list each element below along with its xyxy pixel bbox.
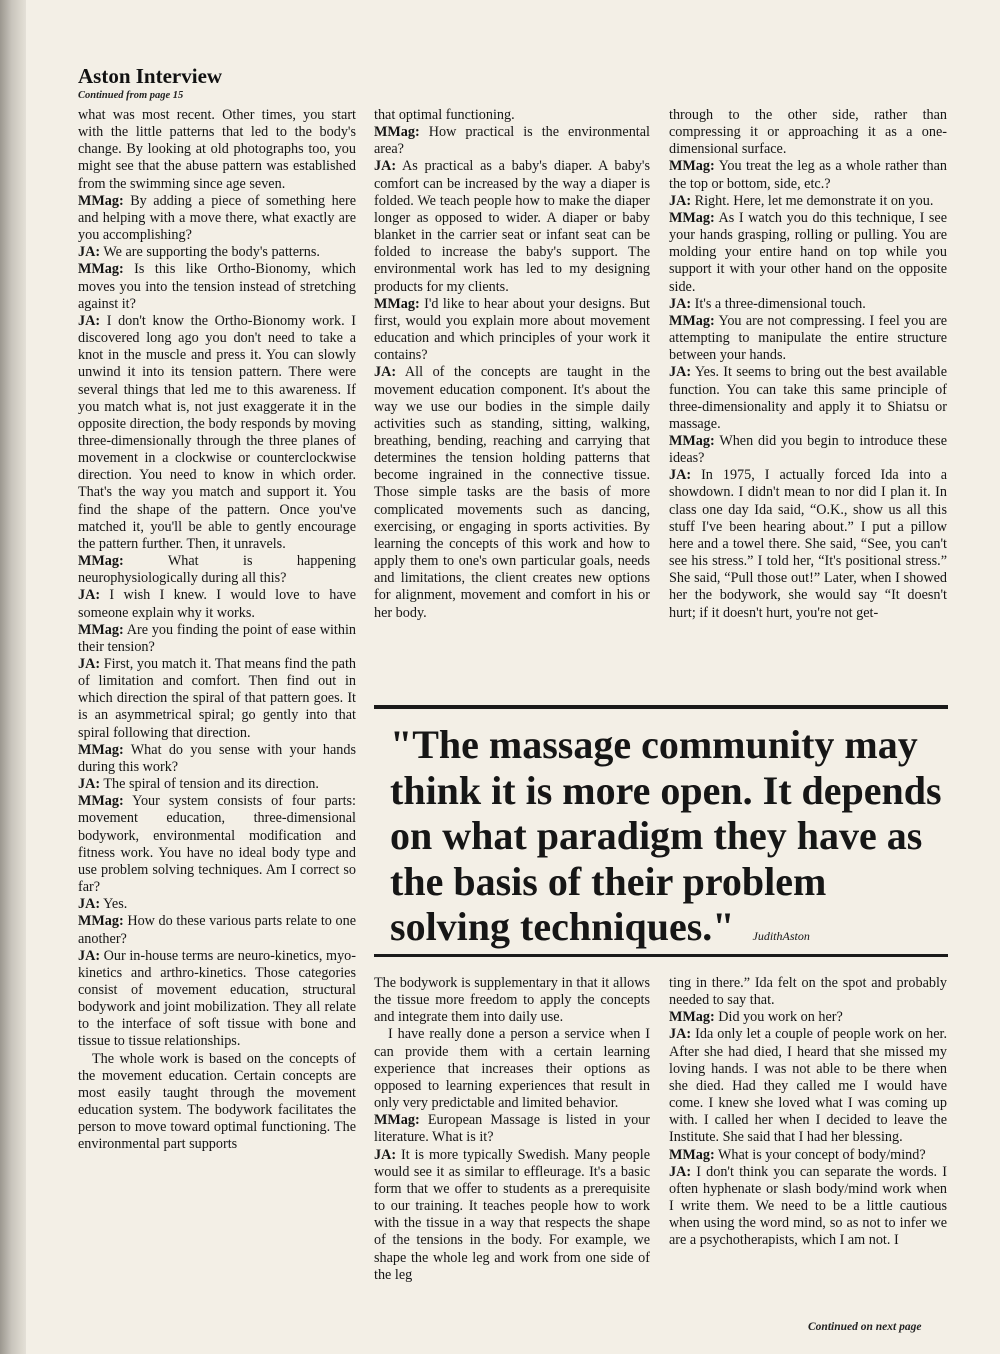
paragraph xyxy=(78,261,356,312)
paragraph-text: How practical is the environmental area? xyxy=(374,124,650,158)
paragraph-text: First, you match it. That means find the path of limitation and comfort. Then find out in which direction the spiral of that pattern goes. It is an asymmetrical spiral; go gently into that spiral following that direction. xyxy=(78,656,356,741)
column-1 xyxy=(78,107,356,1339)
speaker-label: JA: xyxy=(78,587,101,604)
paragraph-text: The bodywork is supplementary in that it allows the tissue more freedom to apply the concepts and integrate them into daily use. xyxy=(374,975,650,1026)
column-3-top xyxy=(669,107,947,687)
paragraph-text: When did you begin to introduce these ideas? xyxy=(669,432,947,467)
speaker-label: JA: xyxy=(78,312,101,329)
speaker-label: MMag: xyxy=(78,793,124,810)
paragraph-text: What is your concept of body/mind? xyxy=(718,1146,926,1163)
paragraph xyxy=(78,656,356,742)
paragraph xyxy=(374,1147,650,1284)
paragraph xyxy=(78,793,356,896)
paragraph-text: Did you work on her? xyxy=(718,1009,843,1026)
speaker-label: JA: xyxy=(669,295,692,312)
paragraph-text: We are supporting the body's patterns. xyxy=(103,244,320,261)
paragraph xyxy=(78,553,356,587)
paragraph xyxy=(78,896,356,913)
paragraph-text: It is more typically Swedish. Many people would see it as similar to effleurage. It's a basic form that we offer to students as a prerequisite to our training. It teaches people how to work with the tissue in a way that respects the shape of the tensions in the body. For example, we shape the whole leg and work from one side of the leg xyxy=(374,1146,650,1283)
paragraph xyxy=(374,124,650,158)
paragraph-text: European Massage is listed in your literature. What is it? xyxy=(374,1112,650,1146)
paragraph xyxy=(374,1112,650,1146)
paragraph-text: I have really done a person a service when I can provide them with a certain learning experience that increases their options as opposed to learning experiences that result in only very predictable and limited behavior. xyxy=(374,1026,650,1112)
paragraph xyxy=(374,107,650,124)
paragraph xyxy=(669,364,947,433)
speaker-label: JA: xyxy=(78,776,101,793)
paragraph-text: I'd like to hear about your designs. But first, would you explain more about movement education and which principles of your work it contains? xyxy=(374,295,650,364)
paragraph-text: ting in there.” Ida felt on the spot and probably needed to say that. xyxy=(669,975,947,1009)
paragraph xyxy=(78,244,356,261)
speaker-label: JA: xyxy=(78,244,101,261)
paragraph xyxy=(669,467,947,621)
paragraph xyxy=(78,913,356,947)
pull-quote xyxy=(390,722,942,960)
page-binding-shadow xyxy=(0,0,26,1354)
speaker-label: JA: xyxy=(669,364,692,381)
pull-quote-top-rule xyxy=(374,705,948,709)
continued-from-note: Continued from page 15 xyxy=(78,90,184,101)
paragraph xyxy=(78,776,356,793)
speaker-label: JA: xyxy=(669,192,692,209)
paragraph-text: Yes. xyxy=(103,896,128,913)
paragraph xyxy=(78,1051,356,1154)
paragraph xyxy=(78,193,356,244)
speaker-label: JA: xyxy=(78,656,101,672)
speaker-label: MMag: xyxy=(669,432,715,449)
paragraph xyxy=(374,364,650,621)
speaker-label: MMag: xyxy=(78,913,124,930)
paragraph-text: You treat the leg as a whole rather than the top or bottom, side, etc.? xyxy=(669,158,947,192)
speaker-label: MMag: xyxy=(669,209,715,226)
column-2-bottom xyxy=(374,975,650,1339)
paragraph xyxy=(669,313,947,364)
speaker-label: JA: xyxy=(78,947,101,964)
paragraph-text: Ida only let a couple of people work on her. After she had died, I heard that she missed my loving hands. I was not able to be there when she died. Had they called me I would have come. I knew she loved what I was coming up with. I called her when I decided to leave the Institute. She said that I had her blessing. xyxy=(669,1026,947,1146)
column-2-top xyxy=(374,107,650,687)
pull-quote-attribution: JudithAston xyxy=(752,929,810,943)
paragraph xyxy=(78,622,356,656)
paragraph xyxy=(78,948,356,1051)
paragraph xyxy=(669,210,947,296)
continued-on-note: Continued on next page xyxy=(808,1321,922,1333)
paragraph xyxy=(669,1164,947,1250)
speaker-label: JA: xyxy=(78,896,101,913)
speaker-label: JA: xyxy=(669,1163,692,1180)
paragraph-text: I don't think you can separate the words. I often hyphenate or slash body/mind work when I write them. We need to be a little cautious when using the word mind, so as not to infer we are a psychotherapists, which I am not. I xyxy=(669,1163,947,1249)
paragraph-text: Are you finding the point of ease within their tension? xyxy=(78,621,356,655)
paragraph-text: Yes. It seems to bring out the best available function. You can take this same principle of three-dimensionality and apply it to Shiatsu or massage. xyxy=(669,364,947,432)
paragraph-text: that optimal functioning. xyxy=(374,107,515,123)
paragraph xyxy=(669,975,947,1009)
speaker-label: MMag: xyxy=(374,124,420,141)
paragraph xyxy=(374,1026,650,1112)
speaker-label: MMag: xyxy=(78,621,124,638)
paragraph-text: through to the other side, rather than compressing it or approaching it as a one-dimensional surface. xyxy=(669,107,947,158)
paragraph xyxy=(374,158,650,295)
paragraph xyxy=(669,158,947,192)
speaker-label: MMag: xyxy=(669,158,715,175)
paragraph-text: In 1975, I actually forced Ida into a showdown. I didn't mean to nor did I plan it. In class one day Ida said, “O.K., show us all this stuff I've been hearing about.” I put a pillow here and a towel there. She said, “See, you can't see his stress.” I told her, “It's positional stress.” She said, “Pull those out!” Later, when I showed her the bodywork, she would say “It doesn't hurt; if it doesn't hurt, you're not get- xyxy=(669,467,947,621)
paragraph-text: How do these various parts relate to one another? xyxy=(78,913,356,947)
paragraph xyxy=(669,433,947,467)
pull-quote-bottom-rule xyxy=(374,954,948,957)
paragraph-text: Your system consists of four parts: movement education, three-dimensional bodywork, environmental modification and fitness work. You have no ideal body type and use problem solving techniques. Am I correct so far? xyxy=(78,793,356,896)
article-title: Aston Interview xyxy=(78,64,223,88)
paragraph-text: I wish I knew. I would love to have someone explain why it works. xyxy=(78,587,356,621)
paragraph xyxy=(78,742,356,776)
paragraph-text: It's a three-dimensional touch. xyxy=(694,295,866,312)
speaker-label: MMag: xyxy=(78,261,124,278)
speaker-label: MMag: xyxy=(78,741,124,758)
speaker-label: JA: xyxy=(374,1146,397,1163)
paragraph xyxy=(78,587,356,621)
paragraph xyxy=(669,193,947,210)
speaker-label: JA: xyxy=(374,364,397,381)
pull-quote-text: "The massage community may think it is more open. It depends on what paradigm they have as the basis of their problem solving techniques." xyxy=(390,722,942,949)
paragraph-text: As I watch you do this technique, I see your hands grasping, rolling or pulling. You are molding your entire hand on top while you support it with your other hand on the opposite side. xyxy=(669,209,947,295)
paragraph xyxy=(669,1147,947,1164)
speaker-label: MMag: xyxy=(669,312,715,329)
paragraph xyxy=(669,296,947,313)
paragraph-text: The spiral of tension and its direction. xyxy=(103,776,319,793)
paragraph-text: Our in-house terms are neuro-kinetics, myo-kinetics and arthro-kinetics. Those categories consist of movement education, structural bodywork and joint mobilization. They all relate to the interface of soft tissue with bone and tissue to tissue relationships. xyxy=(78,947,356,1050)
paragraph-text: By adding a piece of something here and helping with a move there, what exactly are you accomplishing? xyxy=(78,192,356,244)
paragraph-text: You are not compressing. I feel you are attempting to manipulate the entire structure between your hands. xyxy=(669,312,947,364)
speaker-label: JA: xyxy=(669,467,692,484)
paragraph xyxy=(374,975,650,1026)
paragraph-text: As practical as a baby's diaper. A baby's comfort can be increased by the way a diaper is folded. We teach people how to make the diaper longer as opposed to wider. A diaper or baby blanket in the carrier seat or infant seat can be folded to increase the baby's support. The environmental work has led to my designing products for my clients. xyxy=(374,158,650,295)
paragraph-text: what was most recent. Other times, you start with the little patterns that led to the body's change. By looking at old photographs too, you might see that the abuse pattern was established from the swimming since age seven. xyxy=(78,107,356,192)
paragraph-text: All of the concepts are taught in the movement education component. It's about the way we use our bodies in the simple daily activities such as standing, sitting, walking, breathing, bending, reaching and carrying that determines the tension holding patterns that become ingrained in the connective tissue. Those simple tasks are the basis of more complicated movements such as dancing, exercising, or engaging in sports activities. By learning the concepts of this work and how to apply them to one's own particular goals, needs and limitations, the client creates new options for alignment, movement and comfort in his or her body. xyxy=(374,364,650,621)
column-3-bottom xyxy=(669,975,947,1315)
speaker-label: MMag: xyxy=(669,1146,715,1163)
paragraph xyxy=(669,1009,947,1026)
speaker-label: MMag: xyxy=(78,192,124,209)
speaker-label: MMag: xyxy=(78,553,124,570)
paragraph xyxy=(78,107,356,193)
article-header xyxy=(78,64,378,102)
paragraph-text: What is happening neurophysiologically during all this? xyxy=(78,553,356,587)
paragraph-text: Right. Here, let me demonstrate it on you. xyxy=(694,192,934,209)
speaker-label: MMag: xyxy=(669,1009,715,1026)
paragraph xyxy=(78,313,356,553)
speaker-label: MMag: xyxy=(374,295,420,312)
paragraph xyxy=(669,1026,947,1146)
paragraph-text: Is this like Ortho-Bionomy, which moves you into the tension instead of stretching against it? xyxy=(78,261,356,312)
speaker-label: JA: xyxy=(669,1026,692,1043)
paragraph-text: The whole work is based on the concepts of the movement education. Certain concepts are most easily taught through the movement education system. The bodywork facilitates the person to move toward optimal functioning. The environmental part supports xyxy=(78,1050,356,1153)
paragraph xyxy=(374,296,650,365)
speaker-label: MMag: xyxy=(374,1112,420,1129)
paragraph xyxy=(669,107,947,158)
speaker-label: JA: xyxy=(374,158,397,175)
paragraph-text: What do you sense with your hands during this work? xyxy=(78,741,356,775)
paragraph-text: I don't know the Ortho-Bionomy work. I discovered long ago you don't need to take a knot in the muscle and press it. You can slowly unwind it into its tension pattern. There were several things that led me to this awareness. If you match what is, not just exaggerate it in the opposite direction, the body responds by moving three-dimensionally through the three planes of movement in a clockwise or counterclockwise direction. You need to know in which order. That's the way you match and support it. You find the shape of the pattern. Once you've matched it, you'll be able to gently encourage the pattern further. Then, it unravels. xyxy=(78,312,356,552)
